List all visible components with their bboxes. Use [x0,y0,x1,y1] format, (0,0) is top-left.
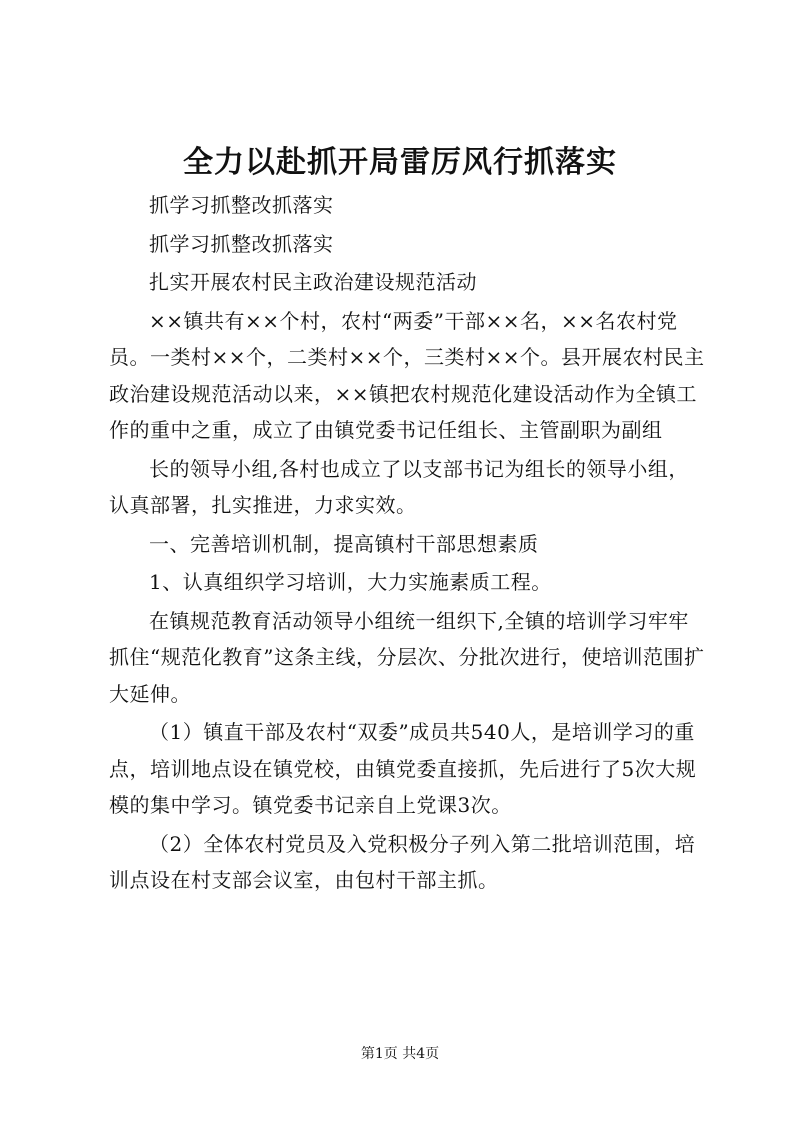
section-heading: 一、完善培训机制，提高镇村干部思想素质 [149,531,539,556]
paragraph: （1）镇直干部及农村“双委”成员共540人，是培训学习的重点，培训地点设在镇党校，由镇党委直接抓，先后进行了5次大规模的集中学习。镇党委书记亲自上党课3次。 [109,720,697,817]
subsection-heading: 1、认真组织学习培训，大力实施素质工程。 [149,570,552,594]
paragraph: （2）全体农村党员及入党积极分子列入第二批培训范围，培训点设在村支部会议室，由包村干部主抓。 [109,831,696,892]
paragraph: 在镇规范教育活动领导小组统一组织下,全镇的培训学习牢牢抓住“规范化教育”这条主线，分层次、分批次进行，使培训范围扩大延伸。 [109,608,705,706]
document-body [109,187,705,899]
document-title: 全力以赴抓开局雷厉风行抓落实 [183,145,617,180]
paragraph: ××镇共有××个村，农村“两委”干部××名，××名农村党员。一类村××个，二类村××个，三类村××个。县开展农村民主政治建设规范活动以来，××镇把农村规范化建设活动作为全镇工作的重中之重，成立了由镇党委书记任组长、主管副职为副组 [109,308,705,442]
paragraph: 抓学习抓整改抓落实 [149,231,334,256]
paragraph: 长的领导小组,各村也成立了以支部书记为组长的领导小组，认真部署，扎实推进，力求实效。 [109,456,689,517]
page-footer: 第1页 共4页 [360,1046,440,1062]
paragraph: 扎实开展农村民主政治建设规范活动 [149,270,477,294]
paragraph: 抓学习抓整改抓落实 [149,193,334,217]
